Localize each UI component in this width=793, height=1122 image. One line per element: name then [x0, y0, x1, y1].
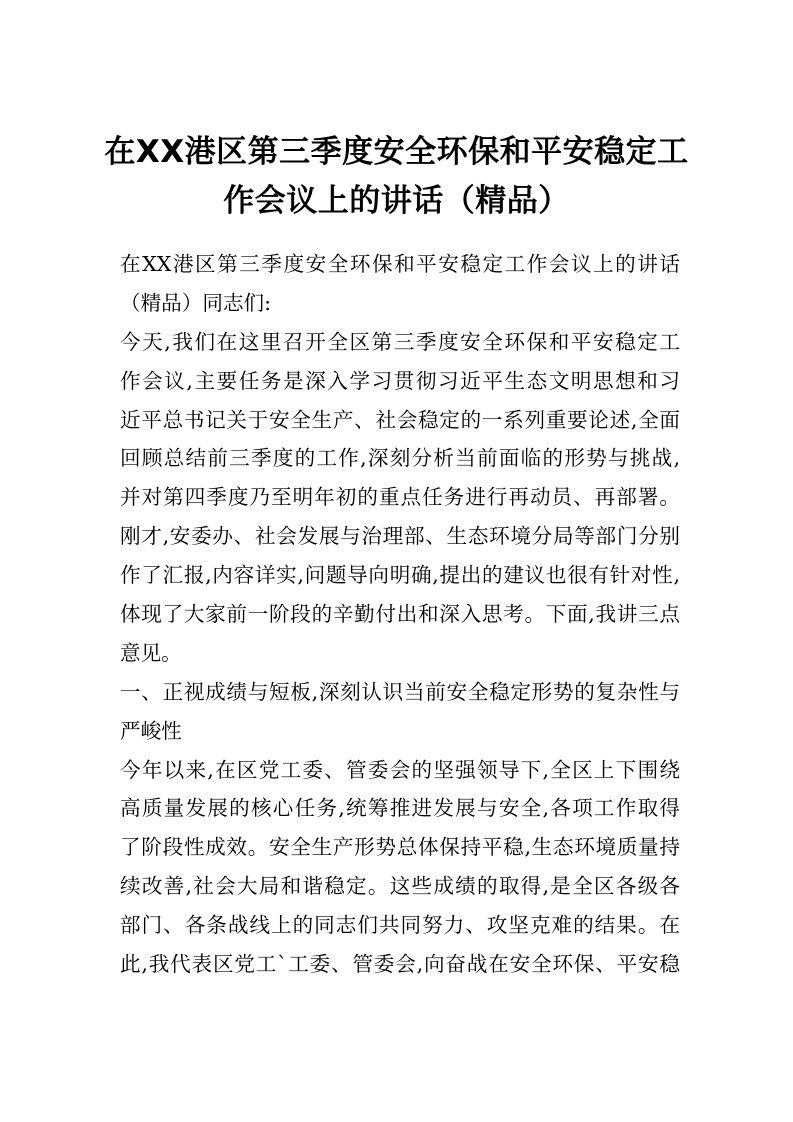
body-line: 刚才,安委办、社会发展与治理部、生态环境分局等部门分别 — [120, 524, 680, 549]
body-line: 体现了大家前一阶段的辛勤付出和深入思考。下面,我讲三点 — [120, 602, 680, 627]
body-line: 今天,我们在这里召开全区第三季度安全环保和平安稳定工 — [120, 329, 680, 354]
body-line: 作了汇报,内容详实,问题导向明确,提出的建议也很有针对性, — [120, 563, 680, 588]
body-line: 高质量发展的核心任务,统筹推进发展与安全,各项工作取得 — [120, 796, 680, 821]
body-line: 近平总书记关于安全生产、社会稳定的一系列重要论述,全面 — [120, 407, 680, 432]
body-line: 了阶段性成效。安全生产形势总体保持平稳,生态环境质量持 — [120, 835, 680, 860]
body-line: 意见。 — [120, 640, 182, 665]
section-heading-line: 严峻性 — [120, 718, 182, 743]
section-heading-line: 一、正视成绩与短板,深刻认识当前安全稳定形势的复杂性与 — [120, 679, 680, 704]
body-line: 今年以来,在区党工委、管委会的坚强领导下,全区上下围绕 — [120, 757, 680, 782]
document-title-line-2: 作会议上的讲话（精品） — [223, 183, 570, 219]
body-line: 并对第四季度乃至明年初的重点任务进行再动员、再部署。 — [120, 485, 680, 510]
body-line: 在XX港区第三季度安全环保和平安稳定工作会议上的讲话 — [120, 252, 680, 276]
body-line: 续改善,社会大局和谐稳定。这些成绩的取得,是全区各级各 — [120, 874, 680, 899]
document-title-line-1: 在XX港区第三季度安全环保和平安稳定工 — [104, 134, 689, 170]
body-line: 作会议,主要任务是深入学习贯彻习近平生态文明思想和习 — [120, 368, 680, 393]
body-line: 部门、各条战线上的同志们共同努力、攻坚克难的结果。在 — [120, 913, 680, 938]
body-line: 回顾总结前三季度的工作,深刻分析当前面临的形势与挑战, — [120, 446, 680, 471]
body-line: （精品）同志们: — [120, 290, 272, 315]
body-line: 此,我代表区党工`工委、管委会,向奋战在安全环保、平安稳 — [120, 952, 680, 977]
document-body — [120, 245, 680, 984]
